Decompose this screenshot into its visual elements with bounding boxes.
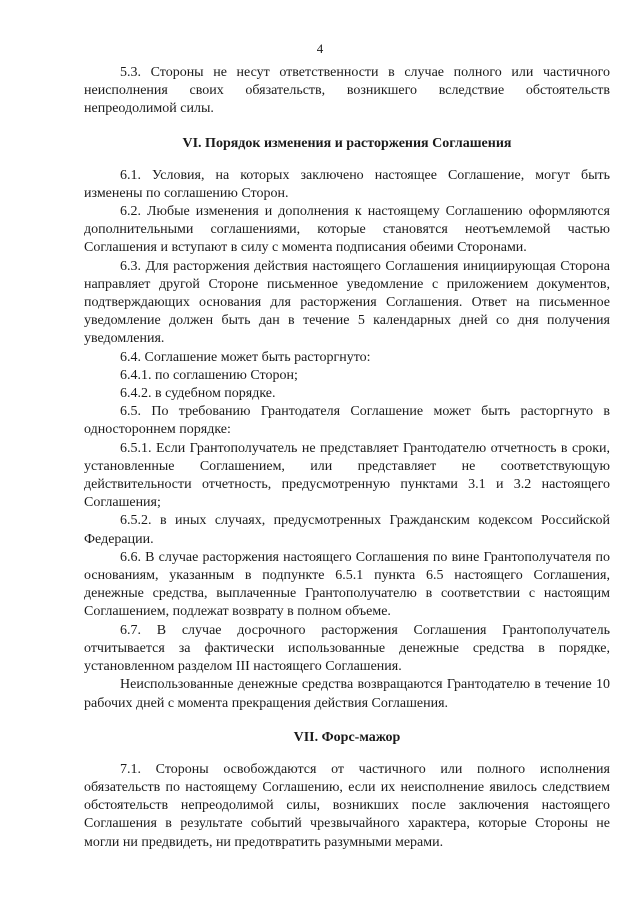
clause-6-7-unused-funds: Неиспользованные денежные средства возвращаются Грантодателю в течение 10 рабочих дней с момента прекращения действия Соглашения. [84, 677, 610, 711]
clause-7-1: 7.1. Стороны освобождаются от частичного или полного исполнения обязательств по настоящему Соглашению, если их неисполнение явилось следствием обстоятельств непреодолимой силы, возникших после заключения настоящего Соглашения в результате событий чрезвычайного характера, которые Стороны не могли ни предвидеть, ни предотвратить разумными мерами. [84, 761, 610, 850]
clause-6-6: 6.6. В случае расторжения настоящего Соглашения по вине Грантополучателя по основаниям, указанным в подпункте 6.5.1 пункта 6.5 настоящего Соглашения, денежные средства, выплаченные Грантополучателю в соответствии с настоящим Соглашением, подлежат возврату в полном объеме. [84, 549, 610, 620]
clause-6-5-2: 6.5.2. в иных случаях, предусмотренных Гражданским кодексом Российской Федерации. [84, 513, 610, 547]
page-number: 4 [316, 41, 324, 56]
clause-6-4: 6.4. Соглашение может быть расторгнуто: [120, 349, 371, 365]
clause-6-5-1: 6.5.1. Если Грантополучатель не представляет Грантодателю отчетность в сроки, установленные Соглашением, или представляет не соответствующую действительности отчетность, предусмотренную пунктами 3.1 и 3.2 настоящего Соглашения; [84, 440, 610, 511]
clause-6-5: 6.5. По требованию Грантодателя Соглашение может быть расторгнуто в одностороннем порядке: [84, 404, 610, 438]
section-6-heading: VI. Порядок изменения и расторжения Соглашения [182, 135, 512, 151]
clause-6-2: 6.2. Любые изменения и дополнения к настоящему Соглашению оформляются дополнительными соглашениями, которые становятся неотъемлемой частью Соглашения и вступают в силу с момента подписания обеими Сторонами. [84, 204, 610, 256]
clause-6-4-2: 6.4.2. в судебном порядке. [120, 386, 276, 402]
clause-6-3: 6.3. Для расторжения действия настоящего Соглашения инициирующая Сторона направляет другой Стороне письменное уведомление с приложением документов, подтверждающих основания для расторжения Соглашения. Ответ на письменное уведомление должен быть дан в течение 5 календарных дней со дня получения уведомления. [84, 258, 610, 347]
section-7-heading: VII. Форс-мажор [293, 729, 401, 745]
clause-6-4-1: 6.4.1. по соглашению Сторон; [120, 367, 298, 383]
clause-6-1: 6.1. Условия, на которых заключено настоящее Соглашение, могут быть изменены по соглашению Сторон. [84, 167, 610, 201]
document-body [84, 64, 610, 852]
clause-5-3: 5.3. Стороны не несут ответственности в случае полного или частичного неисполнения своих обязательств, возникшего вследствие обстоятельств непреодолимой силы. [84, 65, 610, 117]
clause-6-7: 6.7. В случае досрочного расторжения Соглашения Грантополучатель отчитывается за фактически использованные денежные средства в порядке, установленном разделом III настоящего Соглашения. [84, 622, 610, 675]
